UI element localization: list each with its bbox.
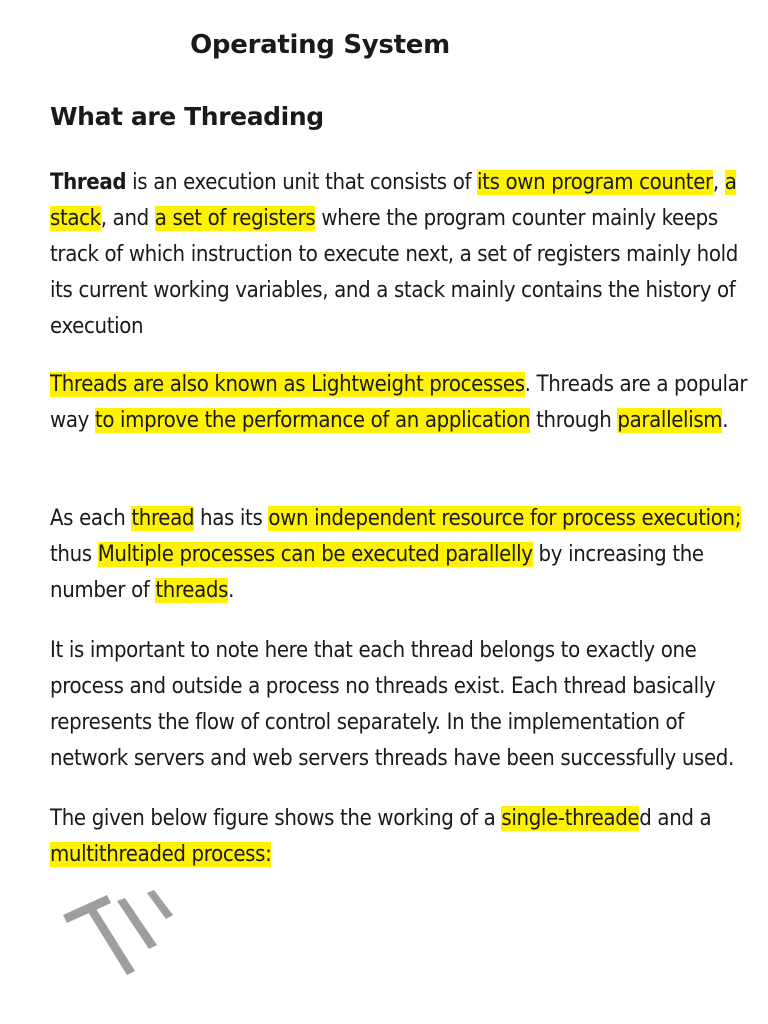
section-heading: What are Threading [50, 102, 324, 131]
text-span: through [530, 408, 618, 433]
paragraph-parallel-execution [50, 501, 750, 609]
highlight: single-threade [501, 806, 640, 831]
text-span: by increasing the number of [50, 542, 704, 603]
highlight: thread [131, 506, 195, 531]
text-span: . Threads are a popular way [50, 372, 748, 433]
text-span: . [722, 408, 729, 433]
highlight: multithreaded process: [50, 842, 272, 867]
text-span: has its [194, 506, 269, 531]
highlight: Threads are also known as Lightweight processes [50, 372, 525, 397]
text-span: where the program counter mainly keeps track of which instruction to execute next, a set of registers mainly hold its current working variables, and a stack mainly contains the history of execution [50, 206, 738, 339]
highlight: parallelism [617, 408, 723, 433]
paragraph-lightweight [50, 367, 750, 439]
paragraph-thread-process: It is important to note here that each thread belongs to exactly one process and outside a process no threads exist. Each thread basically represents the flow of control separately. In the implementation of network servers and web servers threads have been successfully used. [50, 638, 734, 771]
highlight: threads [155, 578, 229, 603]
text-span: As each [50, 506, 132, 531]
text-span: , and [100, 206, 155, 231]
highlight: Multiple processes can be executed parallelly [97, 542, 533, 567]
bold-term: Thread [50, 170, 127, 195]
paragraph-thread-definition [50, 165, 750, 345]
highlight: a stack [50, 170, 737, 231]
text-span: is an execution unit that consists of [126, 170, 478, 195]
watermark-icon [55, 885, 195, 980]
highlight: to improve the performance of an application [94, 408, 531, 433]
text-span: The given below figure shows the working of a [50, 806, 502, 831]
highlight: its own program counter [477, 170, 713, 195]
text-span: , [712, 170, 725, 195]
highlight: own independent resource for process execution; [268, 506, 742, 531]
paragraph-figure-intro [50, 801, 750, 873]
highlight: a set of registers [154, 206, 316, 231]
text-span: . [228, 578, 235, 603]
text-span: thus [50, 542, 98, 567]
text-span: d and a [639, 806, 712, 831]
document-title: Operating System [190, 30, 450, 60]
